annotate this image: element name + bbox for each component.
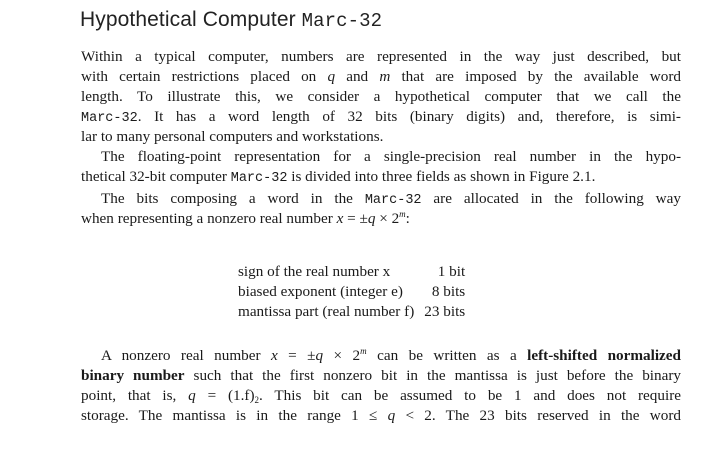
bold-term: left-shifted normalized xyxy=(527,347,681,364)
field-size: 8 bits xyxy=(431,283,466,300)
field-label: biased exponent (integer e) xyxy=(238,283,403,300)
heading-code: Marc-32 xyxy=(301,10,383,32)
bit-allocation-table xyxy=(238,262,465,322)
field-label: sign of the real number x xyxy=(238,263,391,280)
field-size: 23 bits xyxy=(424,303,466,320)
heading-text: Hypothetical Computer xyxy=(80,8,296,31)
table-row xyxy=(238,262,465,282)
text-line: length. To illustrate this, we consider a hypothetical computer that we call the xyxy=(81,88,681,105)
text-line: A nonzero real number $x = \pm q \times 2^m$ can be written as a left-shifted normalized xyxy=(101,346,681,364)
text-line: Within a typical computer, numbers are represented in the way just described, but xyxy=(81,48,681,65)
text-line: Marc-32. It has a word length of 32 bits (binary digits) and, therefore, is simi- xyxy=(81,108,681,126)
text-line: point, that is, $q = (1.f)_2$. This bit can be assumed to be 1 and does not require xyxy=(81,387,681,405)
field-size: 1 bit xyxy=(437,263,466,280)
paragraph-allocation xyxy=(81,189,681,229)
field-label: mantissa part (real number f) xyxy=(238,303,415,320)
text-line: binary number such that the first nonzero bit in the mantissa is just before the binary xyxy=(81,367,681,384)
paragraph-representation xyxy=(81,147,681,187)
bold-term: binary number xyxy=(81,367,185,384)
text-line: storage. The mantissa is in the range 1 ≤ q < 2. The 23 bits reserved in the word xyxy=(81,407,681,424)
text-line: lar to many personal computers and workstations. xyxy=(81,128,384,145)
paragraph-intro xyxy=(81,47,681,147)
text-line: The bits composing a word in the Marc-32 are allocated in the following way xyxy=(101,190,681,208)
text-line: when representing a nonzero real number $x = \pm q \times 2^m$: xyxy=(81,209,410,227)
paragraph-normalized xyxy=(81,346,681,426)
table-row xyxy=(238,282,465,302)
text-line: with certain restrictions placed on q and m that are imposed by the available word xyxy=(81,68,681,85)
text-line: The floating-point representation for a single-precision real number in the hypo- xyxy=(101,148,681,165)
section-heading xyxy=(80,8,382,32)
text-line: thetical 32-bit computer Marc-32 is divided into three fields as shown in Figure 2.1. xyxy=(81,168,596,186)
table-row xyxy=(238,302,465,322)
